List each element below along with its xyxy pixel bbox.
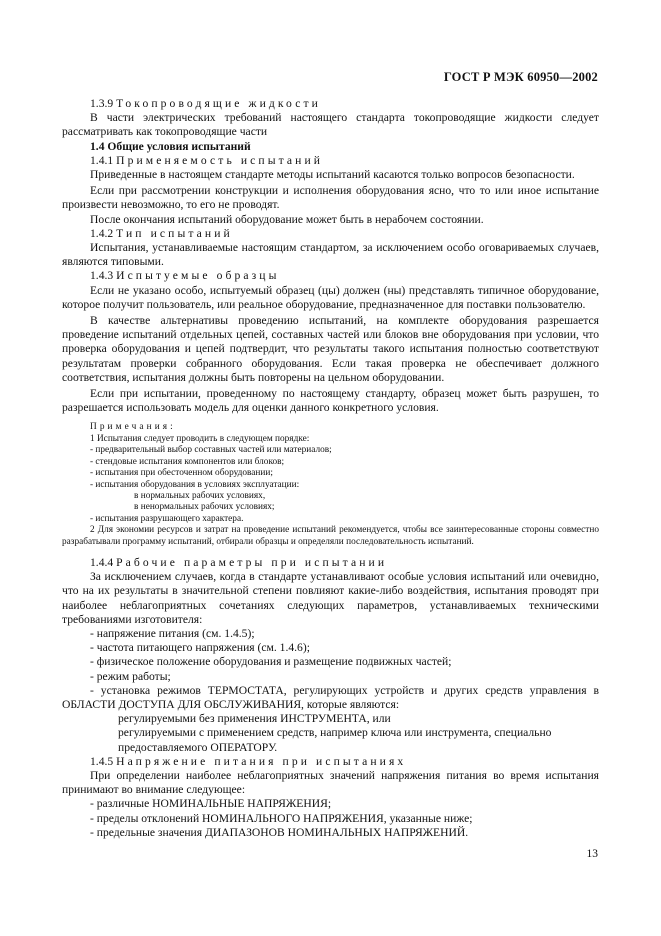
clause-1-3-9-heading: 1.3.9 Токопроводящие жидкости bbox=[90, 97, 321, 110]
list-item: - напряжение питания (см. 1.4.5); bbox=[90, 626, 255, 640]
list-item: - предельные значения ДИАПАЗОНОВ НОМИНАЛЬНЫХ НАПРЯЖЕНИЙ. bbox=[90, 825, 469, 839]
paragraph: Испытания, устанавливаемые настоящим стандартом, за исключением особо оговариваемых случаев, являются типовыми. bbox=[62, 241, 599, 269]
note-sub-item: в ненормальных рабочих условиях; bbox=[134, 502, 275, 513]
list-item: - установка режимов ТЕРМОСТАТА, регулирующих устройств и других средств управления в ОБЛАСТИ ДОСТУПА ДЛЯ ОБСЛУЖИВАНИЯ, которые являются: bbox=[62, 683, 599, 711]
clause-1-4-5-heading: 1.4.5 Напряжение питания при испытаниях bbox=[90, 754, 407, 768]
note-list-item: - стендовые испытания компонентов или блоков; bbox=[90, 456, 285, 467]
page-content bbox=[62, 97, 599, 840]
note-list-item: - испытания при обесточенном оборудовании; bbox=[90, 468, 273, 479]
paragraph: Приведенные в настоящем стандарте методы испытаний касаются только вопросов безопасности. bbox=[90, 168, 575, 182]
note-list-item: - испытания оборудования в условиях эксплуатации: bbox=[90, 479, 300, 490]
clause-1-4-2-heading: 1.4.2 Тип испытаний bbox=[90, 226, 233, 240]
note-list-item: - испытания разрушающего характера. bbox=[90, 513, 244, 524]
note-1: 1 Испытания следует проводить в следующем порядке: bbox=[90, 433, 310, 444]
paragraph: В качестве альтернативы проведению испытаний, на комплекте оборудования разрешается проведение испытаний отдельных цепей, составных частей или блоков вне оборудования при условии, что проверка оборудования и цепей подтвердит, что результаты такого испытания полностью соответствуют результатам проверки собранного оборудования. Если такая проверка не обеспечивает должного соответствия, испытания должны быть повторены на цельном оборудовании. bbox=[62, 314, 599, 384]
section-1-4-heading: 1.4 Общие условия испытаний bbox=[90, 139, 251, 153]
sub-list-item: регулируемыми с применением средств, например ключа или инструмента, специально предоставляемого ОПЕРАТОРУ. bbox=[118, 726, 552, 754]
paragraph: После окончания испытаний оборудование может быть в нерабочем состоянии. bbox=[90, 212, 484, 226]
clause-1-4-1-heading: 1.4.1 Применяемость испытаний bbox=[90, 153, 324, 167]
note-2: 2 Для экономии ресурсов и затрат на проведение испытаний рекомендуется, чтобы все заинтересованные стороны совместно разрабатывали программу испытаний, отбирали образцы и определяли последовательность испытаний. bbox=[62, 525, 599, 547]
page-number: 13 bbox=[586, 848, 598, 860]
paragraph: При определении наиболее неблагоприятных значений напряжения питания во время испытания принимают во внимание следующее: bbox=[62, 768, 599, 797]
notes-title: Примечания: bbox=[90, 422, 176, 433]
note-sub-item: в нормальных рабочих условиях, bbox=[134, 490, 266, 501]
paragraph: Если при испытании, проведенному по настоящему стандарту, образец может быть разрушен, то разрешается использовать модель для оценки данного конкретного условия. bbox=[62, 387, 599, 415]
list-item: - режим работы; bbox=[90, 669, 171, 683]
paragraph: Если при рассмотрении конструкции и исполнения оборудования ясно, что то или иное испытание произвести невозможно, то его не проводят. bbox=[62, 184, 599, 212]
notes-block bbox=[62, 422, 599, 547]
list-item: - различные НОМИНАЛЬНЫЕ НАПРЯЖЕНИЯ; bbox=[90, 797, 332, 811]
note-list-item: - предварительный выбор составных частей или материалов; bbox=[90, 445, 332, 456]
standard-id: ГОСТ Р МЭК 60950—2002 bbox=[443, 70, 598, 84]
paragraph: За исключением случаев, когда в стандарте устанавливают особые условия испытаний или очевидно, что на их результаты в значительной степени повлияют какие-либо воздействия, испытания проводят при наиболее неблагоприятных сочетаниях следующих параметров, устанавливаемых техническими требованиями изготовителя: bbox=[62, 570, 599, 626]
paragraph: Если не указано особо, испытуемый образец (цы) должен (ны) представлять типичное оборудование, которое получит пользователь, или реальное оборудование, предназначенное для поставки пользователю. bbox=[62, 283, 599, 311]
list-item: - частота питающего напряжения (см. 1.4.6); bbox=[90, 641, 310, 655]
sub-list-item: регулируемыми без применения ИНСТРУМЕНТА, или bbox=[118, 712, 391, 726]
clause-1-4-4-heading: 1.4.4 Рабочие параметры при испытании bbox=[90, 555, 388, 569]
list-item: - пределы отклонений НОМИНАЛЬНОГО НАПРЯЖЕНИЯ, указанные ниже; bbox=[90, 811, 473, 825]
list-item: - физическое положение оборудования и размещение подвижных частей; bbox=[90, 655, 452, 669]
clause-1-3-9-text: В части электрических требований настоящего стандарта токопроводящие жидкости следует рассматривать как токопроводящие части bbox=[62, 111, 599, 139]
clause-1-4-3-heading: 1.4.3 Испытуемые образцы bbox=[90, 269, 280, 283]
